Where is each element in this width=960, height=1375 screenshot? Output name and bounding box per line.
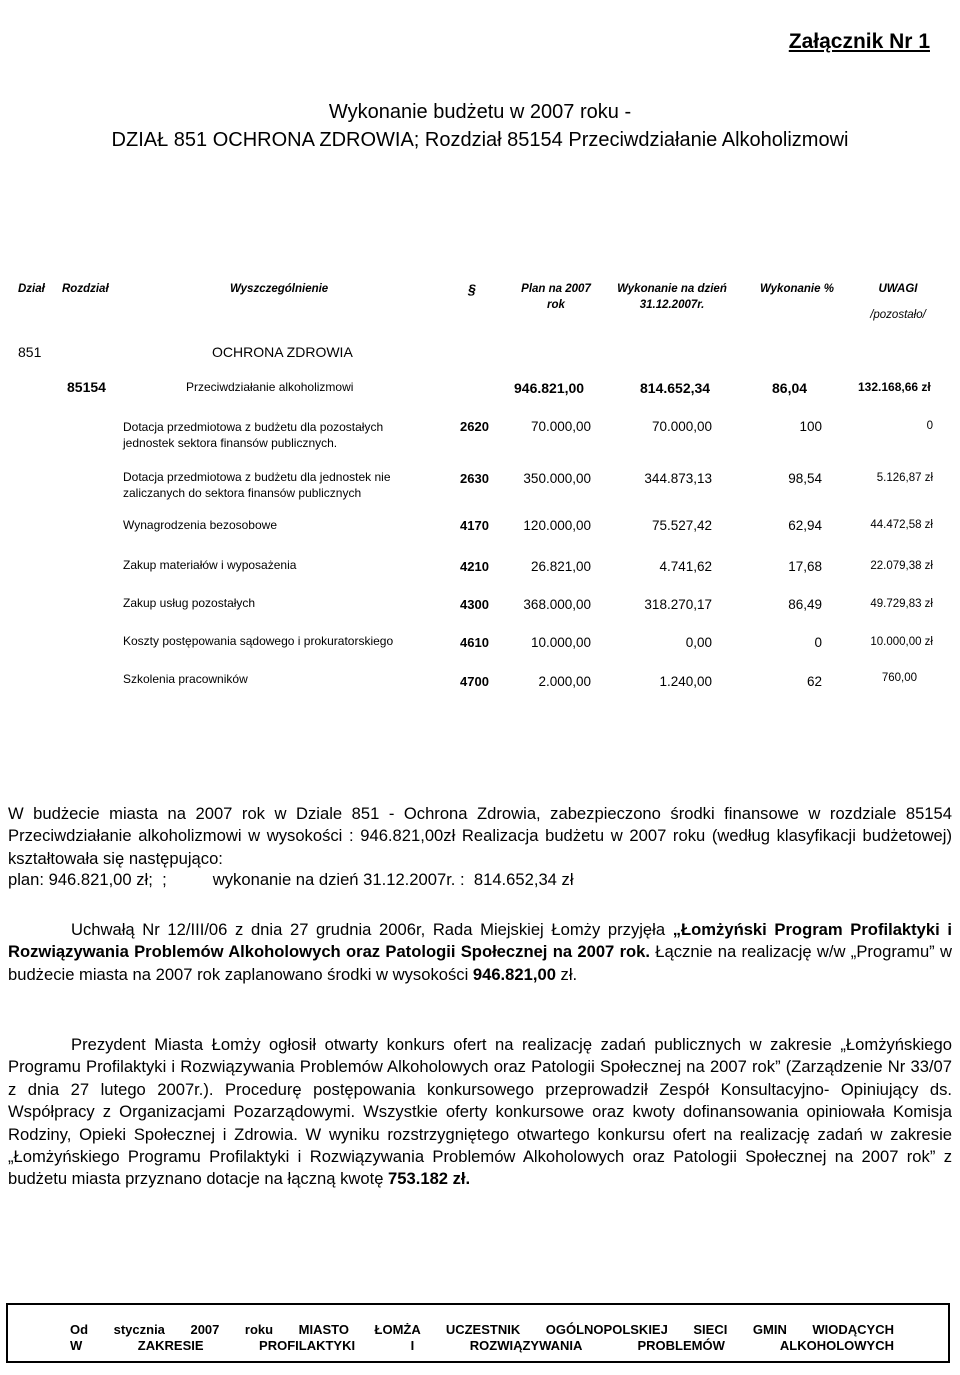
row-uwagi: 760,00 bbox=[881, 672, 917, 684]
attachment-label: Załącznik Nr 1 bbox=[788, 30, 930, 53]
rozdzial-plan: 946.821,00 bbox=[514, 380, 585, 396]
row-paragraf: 4210 bbox=[460, 559, 489, 574]
header-procent: Wykonanie % bbox=[760, 283, 834, 295]
row-name: Koszty postępowania sądowego i prokuratorskiego bbox=[123, 634, 394, 648]
row-wykonanie: 70.000,00 bbox=[651, 419, 712, 434]
row-plan: 368.000,00 bbox=[523, 597, 591, 612]
document-title-line2: DZIAŁ 851 OCHRONA ZDROWIA; Rozdział 85154 Przeciwdziałanie Alkoholizmowi bbox=[111, 129, 849, 151]
program-name: „Łomżyński Program Profilaktyki i Rozwiązywania Problemów Alkoholowych oraz Patologii Społecznej na 2007 rok. bbox=[8, 920, 952, 962]
row-name: Wynagrodzenia bezosobowe bbox=[123, 518, 277, 532]
header-wykonanie: Wykonanie na dzień bbox=[617, 283, 727, 295]
header-paragraf: § bbox=[468, 281, 476, 297]
resolution-text-2: Łącznie na realizację w/w „Programu” w budżecie miasta na 2007 rok zaplanowano środki w wysokości bbox=[8, 942, 952, 984]
row-uwagi: 49.729,83 zł bbox=[870, 598, 933, 610]
header-rozdzial: Rozdział bbox=[62, 283, 109, 295]
paragraph-budget-plan-line: plan: 946.821,00 zł; ; wykonanie na dzień 31.12.2007r. : 814.652,34 zł bbox=[8, 870, 574, 889]
row-name: Dotacja przedmiotowa z budżetu dla jednostek nie zaliczanych do sektora finansów publicznych bbox=[123, 470, 391, 500]
row-uwagi: 22.079,38 zł bbox=[870, 560, 933, 572]
row-wykonanie: 75.527,42 bbox=[651, 518, 712, 533]
footer-line1: Od styczni​a 2007 roku MIASTO ŁOMŻA UCZESTNIK OGÓLNOPOLSKIEJ SIECI GMIN WIODĄCYCH bbox=[70, 1322, 894, 1337]
contest-text: Prezydent Miasta Łomży ogłosił otwarty konkurs ofert na realizację zadań publicznych w zakresie „Łomżyńskiego Programu Profilaktyki i Rozwiązywania Problemów Alkoholowych oraz Patologii Społecznej na 2007 rok” (Zarządzenie Nr 33/07 z dnia 27 lutego 2007r.). Procedurę postępowania konkursowego przeprowadził Zespół Konsultacyjno- Opiniujący ds. Współpracy z Organizacjami Pozarządowymi. Wszystkie oferty konkursowe oraz kwoty dofinansowania opiniowała Komisja Rodziny, Opieki Społecznej i Zdrowia. W wyniku rozstrzygniętego otwartego konkursu ofert na realizację zadań w zakresie „Łomżyńskiego Programu Profilaktyki i Rozwiązywania Problemów Alkoholowych oraz Patologii Społecznej na 2007 rok” z budżetu miasta przyznano dotacje na łączną kwotę bbox=[8, 1035, 952, 1189]
row-uwagi: 0 bbox=[926, 420, 933, 432]
rozdzial-procent: 86,04 bbox=[772, 380, 808, 396]
program-amount: 946.821,00 bbox=[472, 964, 556, 984]
paragraph-budget-text: W budżecie miasta na 2007 rok w Dziale 851 - Ochrona Zdrowia, zabezpieczono środki finansowe w rozdziale 85154 Przeciwdziałanie alkoholizmowi w wysokości : 946.821,00zł Realizacja budżetu w 2007 roku (według klasyfikacji budżetowej) kształtowała się następująco: bbox=[8, 804, 952, 868]
row-procent: 62 bbox=[806, 674, 822, 689]
paragraph-budget-summary bbox=[8, 803, 952, 870]
row-paragraf: 4300 bbox=[460, 597, 489, 612]
row-paragraf: 2630 bbox=[460, 471, 489, 486]
header-plan: Plan na 2007 bbox=[521, 283, 591, 295]
row-paragraf: 4170 bbox=[460, 518, 489, 533]
row-name: Dotacja przedmiotowa z budżetu dla pozostałych jednostek sektora finansów publicznych. bbox=[123, 420, 384, 450]
rozdzial-code: 85154 bbox=[67, 379, 106, 395]
dzial-name: OCHRONA ZDROWIA bbox=[212, 344, 353, 360]
row-plan: 120.000,00 bbox=[523, 518, 591, 533]
row-plan: 26.821,00 bbox=[530, 559, 591, 574]
row-procent: 100 bbox=[799, 419, 822, 434]
row-paragraf: 2620 bbox=[460, 419, 489, 434]
row-uwagi: 10.000,00 zł bbox=[870, 636, 933, 648]
row-wykonanie: 1.240,00 bbox=[659, 674, 712, 689]
header-wyszczegolnienie: Wyszczególnienie bbox=[230, 283, 329, 295]
row-plan: 70.000,00 bbox=[530, 419, 591, 434]
document-title-line1: Wykonanie budżetu w 2007 roku - bbox=[328, 101, 632, 123]
row-paragraf: 4610 bbox=[460, 635, 489, 650]
resolution-text: Uchwałą Nr 12/III/06 z dnia 27 grudnia 2006r, Rada Miejskiej Łomży przyjęła bbox=[71, 920, 673, 939]
row-name: Zakup materiałów i wyposażenia bbox=[123, 558, 297, 572]
rozdzial-uwagi: 132.168,66 zł bbox=[858, 380, 931, 394]
header-wykonanie-date: 31.12.2007r. bbox=[639, 299, 705, 311]
row-name: Szkolenia pracowników bbox=[123, 672, 248, 686]
row-uwagi: 44.472,58 zł bbox=[870, 519, 933, 531]
rozdzial-name: Przeciwdziałanie alkoholizmowi bbox=[186, 380, 354, 394]
paragraph-resolution bbox=[8, 919, 952, 986]
footer-box bbox=[6, 1303, 950, 1363]
grant-total: 753.182 zł. bbox=[388, 1169, 471, 1189]
row-procent: 86,49 bbox=[788, 597, 822, 612]
row-procent: 0 bbox=[814, 635, 822, 650]
row-procent: 98,54 bbox=[788, 471, 822, 486]
header-plan-line2: rok bbox=[547, 299, 565, 311]
header-dzial: Dział bbox=[18, 283, 45, 295]
row-plan: 350.000,00 bbox=[523, 471, 591, 486]
row-uwagi: 5.126,87 zł bbox=[876, 472, 933, 484]
footer-line2: W ZAKRESIE PROFILAKTYKI I ROZWIĄZYWANIA PROBLEMÓW ALKOHOLOWYCH bbox=[70, 1338, 894, 1353]
row-plan: 10.000,00 bbox=[530, 635, 591, 650]
row-wykonanie: 4.741,62 bbox=[659, 559, 712, 574]
row-name: Zakup usług pozostałych bbox=[123, 596, 256, 610]
header-uwagi: UWAGI bbox=[878, 283, 918, 295]
dzial-code: 851 bbox=[18, 344, 42, 360]
rozdzial-wykonanie: 814.652,34 bbox=[640, 380, 711, 396]
resolution-text-3: zł. bbox=[555, 964, 578, 984]
paragraph-contest bbox=[8, 1034, 952, 1191]
row-wykonanie: 344.873,13 bbox=[644, 471, 712, 486]
row-plan: 2.000,00 bbox=[538, 674, 591, 689]
row-paragraf: 4700 bbox=[460, 674, 489, 689]
header-uwagi-sub: /pozostało/ bbox=[870, 309, 926, 321]
row-procent: 62,94 bbox=[788, 518, 822, 533]
row-procent: 17,68 bbox=[788, 559, 822, 574]
row-wykonanie: 318.270,17 bbox=[644, 597, 712, 612]
row-wykonanie: 0,00 bbox=[685, 635, 712, 650]
